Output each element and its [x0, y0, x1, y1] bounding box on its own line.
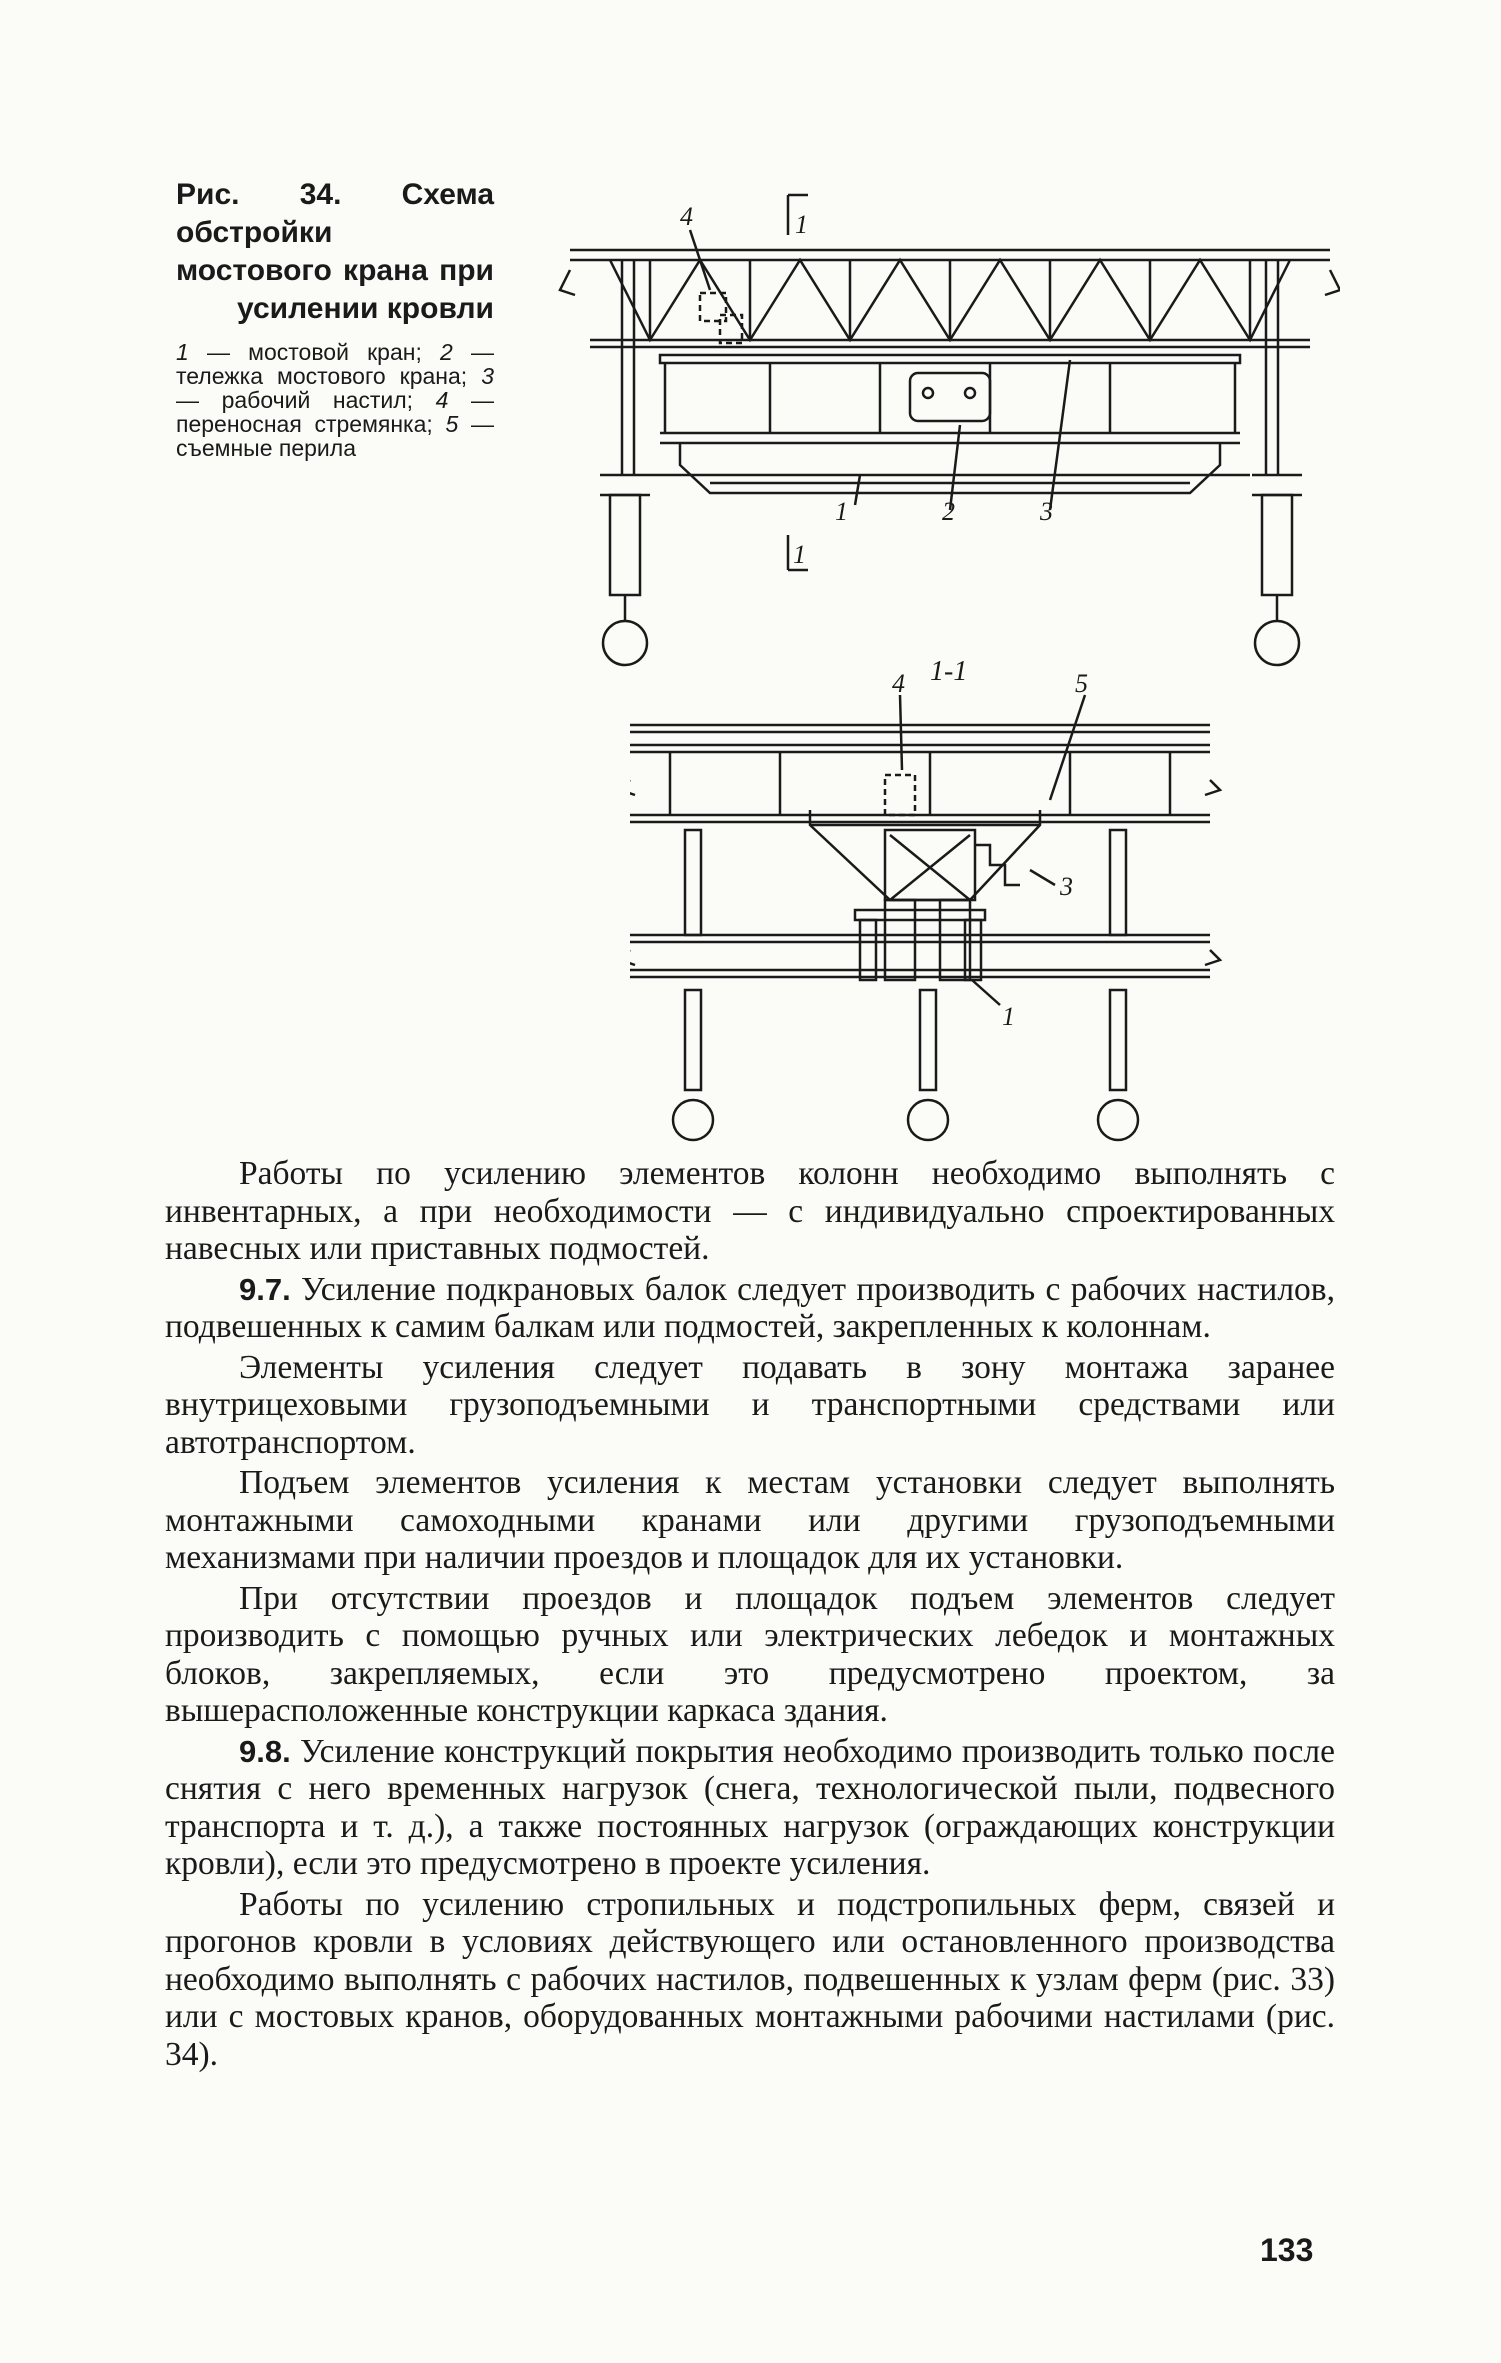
label-1-top: 1 — [835, 497, 848, 526]
label-1-bottom: 1 — [1002, 1002, 1015, 1031]
figure-caption — [176, 176, 494, 460]
label-section-top: 1 — [795, 210, 808, 239]
label-3-bottom: 3 — [1060, 872, 1073, 901]
legend-item: 5 — съемные перила — [176, 411, 495, 461]
figure-title: Рис. 34. Схема обстройки мостового крана при усилении кровли — [176, 178, 494, 325]
paragraph: При отсутствии проездов и площадок подъем элементов следует производить с помощью ручных или электрических лебедок и монтажных блоков, закрепляемых, если это предусмотрено проектом, за вышерасположенные конструкции каркаса здания. — [165, 1579, 1335, 1729]
legend-item: 4 — переносная стремянка; — [176, 387, 495, 437]
paragraph: 9.8. Усиление конструкций покрытия необходимо производить только после снятия с него временных нагрузок (снега, технологической пыли, подвесного транспорта и т. д.), а также постоянных нагрузок (ограждающих конструкции кровли), если это предусмотрено в проекте усиления. — [165, 1732, 1335, 1882]
body-text — [165, 1155, 1335, 2076]
label-2-top: 2 — [942, 497, 955, 526]
figure-legend — [176, 340, 494, 460]
paragraph: Работы по усилению стропильных и подстропильных ферм, связей и прогонов кровли в условиях действующего или остановленного производства необходимо выполнять с рабочих настилов, подвешенных к узлам ферм (рис. 33) или с мостовых кранов, оборудованных монтажными рабочими настилами (рис. 34). — [165, 1885, 1335, 2073]
page-number: 133 — [1260, 2232, 1314, 2268]
legend-item: 2 — тележка мостового крана; — [176, 339, 495, 389]
paragraph: Элементы усиления следует подавать в зону монтажа заранее внутрицеховыми грузоподъемными и транспортными средствами или автотранспортом. — [165, 1348, 1335, 1461]
legend-item: 3 — рабочий настил; — [176, 363, 494, 413]
paragraph: Подъем элементов усиления к местам установки следует выполнять монтажными самоходными кранами или другими грузоподъемными механизмами при наличии проездов и площадок для их установки. — [165, 1464, 1335, 1576]
label-4-bottom: 4 — [892, 670, 905, 698]
crane-elevation-drawing — [550, 175, 1340, 695]
paragraph: 9.7. Усиление подкрановых балок следует производить с рабочих настилов, подвешенных к самим балкам или подмостей, закрепленных к колоннам. — [165, 1270, 1335, 1345]
svg-text:1-1: 1-1 — [930, 656, 968, 687]
label-5-bottom: 5 — [1075, 670, 1088, 698]
section-drawing — [630, 670, 1230, 1150]
legend-item: 1 — мостовой кран; — [176, 339, 422, 365]
label-3-top: 3 — [1040, 497, 1053, 526]
label-4-top: 4 — [680, 202, 693, 231]
paragraph: Работы по усилению элементов колонн необходимо выполнять с инвентарных, а при необходимости — с индивидуально спроектированных навесных или приставных подмостей. — [165, 1155, 1335, 1267]
label-section-bottom: 1 — [793, 540, 806, 569]
